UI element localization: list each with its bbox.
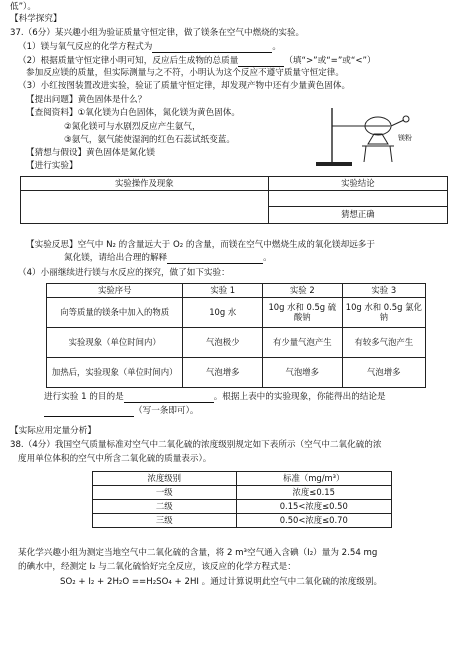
q38-stem1: 38.（4分）我国空气质量标准对空气中二氧化硫的浓度级别规定如下表所示（空气中二氧化硫的浓 <box>10 440 382 450</box>
apparatus-label: 镁粉 <box>398 134 412 142</box>
q37-ref2: ②氮化镁可与水剧烈反应产生氨气， <box>64 122 201 132</box>
table-cell: 气泡增多 <box>342 357 425 387</box>
answer-blank[interactable] <box>124 393 214 403</box>
col-header: 标准（mg/m³） <box>236 472 391 486</box>
table-cell: 10g 水 <box>183 297 263 327</box>
table-cell: 二级 <box>93 499 237 513</box>
q38-body1: 某化学兴趣小组为测定当地空气中二氧化硫的含量，将 2 m³空气通入含碘（I₂）量为 2.54 mg <box>18 548 378 558</box>
answer-blank[interactable] <box>152 43 272 53</box>
q37-stem: 37.（6分）某兴趣小组为验证质量守恒定律，做了镁条在空气中燃烧的实验。 <box>10 28 305 38</box>
q37-part4: （4）小丽继续进行镁与水反应的探究，做了如下实验： <box>18 268 230 278</box>
q37-part4-conclusion: （写一条即可）。 <box>44 406 462 417</box>
table-cell: 三级 <box>93 513 237 527</box>
so2-standard-table <box>92 471 392 528</box>
col-header: 实验 3 <box>342 284 425 298</box>
row-label: 向等质量的镁条中加入的物质 <box>47 297 183 327</box>
q37-part2b: 参加反应镁的质量，但实际测量与之不符，小明认为这个反应不遵守质量守恒定律。 <box>26 68 344 78</box>
table-cell: 气泡增多 <box>183 357 263 387</box>
table-cell: 气泡增多 <box>263 357 343 387</box>
answer-blank[interactable] <box>238 57 284 67</box>
conclusion-cell: 猜想正确 <box>268 206 447 223</box>
col-header: 实验序号 <box>47 284 183 298</box>
q37-reflection2: 氮化镁，请给出合理的解释 。 <box>64 253 272 263</box>
col-header: 实验 2 <box>263 284 343 298</box>
q37-part1: （1）镁与氧气反应的化学方程式为 。 <box>18 42 281 52</box>
q37-experiment-header: 【进行实验】 <box>26 161 78 171</box>
q38-equation: SO₂ + I₂ + 2H₂O ==H₂SO₄ + 2HI 。通过计算说明此空气中二氧化硫的浓度级别。 <box>60 577 383 587</box>
table-cell: 有少量气泡产生 <box>263 327 343 357</box>
table-cell: 浓度≤0.15 <box>236 485 391 499</box>
q38-body2: 的碘水中，经测定 I₂ 与二氧化硫恰好完全反应，该反应的化学方程式是： <box>18 562 296 572</box>
q38-stem2: 度用单位体积的空气中所含二氧化硫的质量表示）。 <box>18 454 212 464</box>
answer-cell[interactable] <box>268 190 447 206</box>
answer-blank[interactable] <box>167 254 263 264</box>
top-fragment: 低”）。 <box>10 2 36 12</box>
col-header: 实验操作及现象 <box>21 177 269 191</box>
answer-cell[interactable] <box>21 190 269 223</box>
q37-part3: （3）小红按图装置改进实验，验证了质量守恒定律，却发现产物中还有少量黄色固体。 <box>18 81 351 91</box>
table-cell: 0.50<浓度≤0.70 <box>236 513 391 527</box>
table-cell: 10g 水和 0.5g 氯化钠 <box>342 297 425 327</box>
apparatus-figure <box>312 104 432 168</box>
table-cell: 有较多气泡产生 <box>342 327 425 357</box>
col-header: 实验 1 <box>183 284 263 298</box>
col-header: 实验结论 <box>268 177 447 191</box>
table-cell: 0.15<浓度≤0.50 <box>236 499 391 513</box>
experiment-table <box>20 176 448 224</box>
answer-blank[interactable] <box>44 407 134 417</box>
q37-part2a: （2）根据质量守恒定律小明可知，反应后生成物的总质量 （填“>”或“=”或“<”） <box>18 56 376 66</box>
q37-question: 【提出问题】黄色固体是什么？ <box>26 95 147 105</box>
section-inquiry: 【科学探究】 <box>10 14 62 24</box>
q37-ref3: ③氨气，氨气能使湿润的红色石蕊试纸变蓝。 <box>64 135 235 145</box>
row-label: 加热后，实验现象（单位时间内） <box>47 357 183 387</box>
q37-ref1: 【查阅资料】①氧化镁为白色固体，氮化镁为黄色固体。 <box>26 108 240 118</box>
row-label: 实验现象（单位时间内） <box>47 327 183 357</box>
q37-hypothesis: 【猜想与假设】黄色固体是氮化镁 <box>26 148 155 158</box>
table-cell: 气泡极少 <box>183 327 263 357</box>
q37-reflection1: 【实验反思】空气中 N₂ 的含量远大于 O₂ 的含量，而镁在空气中燃烧生成的氧化镁却远多于 <box>26 240 375 250</box>
table-cell: 10g 水和 0.5g 硫酸钠 <box>263 297 343 327</box>
table-cell: 一级 <box>93 485 237 499</box>
water-reaction-table <box>46 283 426 388</box>
section-apply: 【实际应用定量分析】 <box>10 426 96 436</box>
col-header: 浓度级别 <box>93 472 237 486</box>
q37-part4-purpose: 进行实验 1 的目的是 。根据上表中的实验现象，你能得出的结论是 <box>44 392 386 402</box>
